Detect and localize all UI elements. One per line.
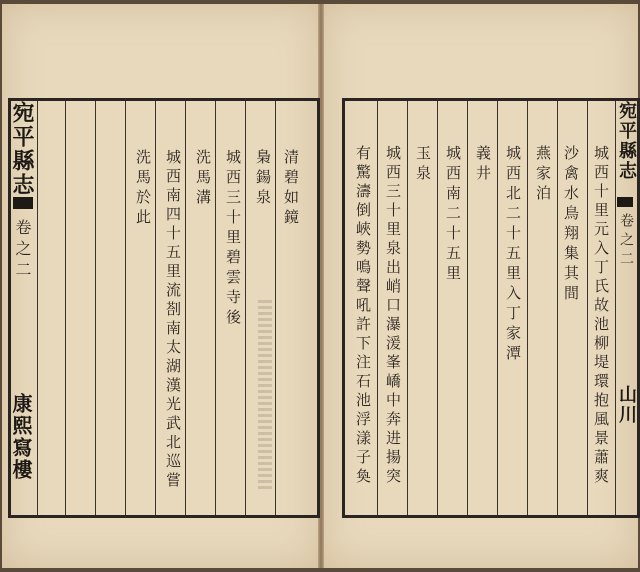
text-column: 燕家泊 — [534, 145, 552, 205]
column-rule — [37, 101, 38, 515]
text-column: 玉泉 — [414, 145, 432, 185]
column-rule — [497, 101, 498, 515]
margin-title: 宛平縣志 — [616, 101, 637, 181]
text-column: 沙禽水鳥翔集其間 — [562, 145, 580, 305]
fishtail-mark — [13, 197, 33, 209]
column-rule — [557, 101, 558, 515]
faded-seal-mark — [258, 300, 272, 490]
column-rule — [407, 101, 408, 515]
text-column: 洗馬於此 — [134, 149, 152, 229]
column-rule — [215, 101, 216, 515]
text-column: 城西十里元入丁氏故池柳堤環抱風景蕭爽 — [592, 145, 610, 487]
column-rule — [377, 101, 378, 515]
column-rule — [155, 101, 156, 515]
column-rule — [437, 101, 438, 515]
text-column: 洗馬溝 — [194, 149, 212, 209]
column-rule — [275, 101, 276, 515]
column-rule — [95, 101, 96, 515]
column-rule — [587, 101, 588, 515]
text-column: 有驚濤倒峽勢鳴聲吼許下注石池浮漾子奐 — [354, 145, 372, 487]
left-text-frame — [8, 98, 320, 518]
margin-section: 山川 — [616, 385, 637, 425]
column-rule — [65, 101, 66, 515]
column-rule — [245, 101, 246, 515]
column-rule — [185, 101, 186, 515]
fishtail-mark — [617, 197, 633, 207]
margin-volume: 卷之二 — [13, 219, 32, 282]
text-column: 城西南四十五里流剳南太湖漢光武北巡嘗 — [164, 149, 182, 491]
text-column: 義井 — [474, 145, 492, 185]
column-rule — [527, 101, 528, 515]
text-column: 城西北二十五里入丁家潭 — [504, 145, 522, 365]
text-column: 清碧如鏡 — [282, 149, 300, 229]
margin-publisher: 康熙寫樓 — [9, 393, 33, 481]
margin-volume: 卷之二 — [618, 213, 634, 270]
text-column: 城西南二十五里 — [444, 145, 462, 285]
text-column: 城西三十里泉出峭口瀑湲峯嶠中奔进揚突 — [384, 145, 402, 487]
column-rule — [125, 101, 126, 515]
right-text-frame — [342, 98, 640, 518]
margin-title: 宛平縣志 — [9, 101, 35, 197]
column-rule — [467, 101, 468, 515]
text-column: 城西三十里碧雲寺後 — [224, 149, 242, 329]
text-column: 梟鍚泉 — [254, 149, 272, 209]
